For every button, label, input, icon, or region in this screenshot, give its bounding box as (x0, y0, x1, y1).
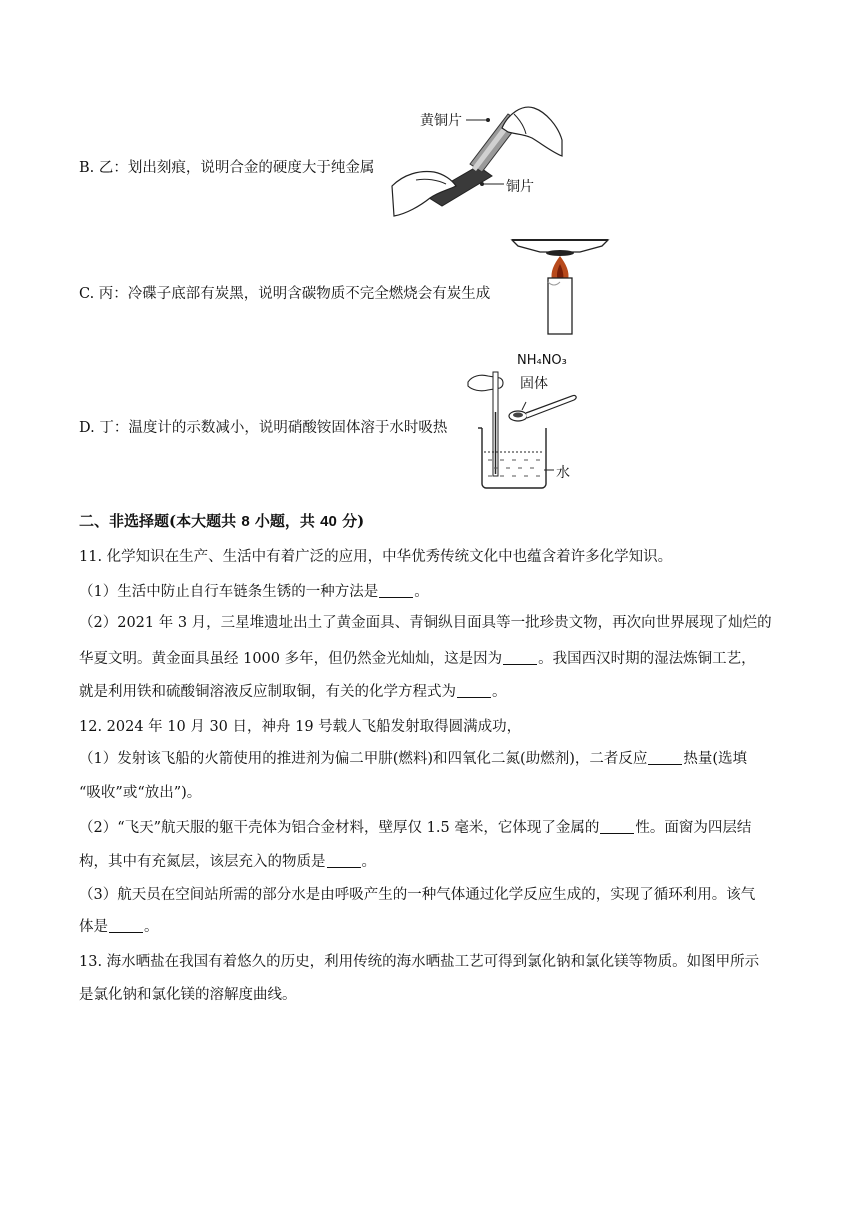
answer-blank[interactable] (109, 918, 143, 933)
cold-dish-candle-figure (510, 234, 610, 336)
q11-part2-line3: 就是利用铁和硫酸铜溶液反应制取铜，有关的化学方程式为 。 (79, 684, 507, 700)
section-heading: 二、非选择题(本大题共 8 小题，共 40 分) (79, 512, 365, 530)
q13-line1: 13. 海水晒盐在我国有着悠久的历史，利用传统的海水晒盐工艺可得到氯化钠和氯化镁等物质。如图甲所示 (79, 954, 760, 970)
answer-blank[interactable] (503, 650, 537, 665)
scratch-test-figure (386, 100, 566, 222)
label-brass: 黄铜片 (420, 113, 462, 129)
answer-blank[interactable] (600, 819, 634, 834)
q12-part2-line1: （2）“飞天”航天服的躯干壳体为铝合金材料，壁厚仅 1.5 毫米，它体现了金属的 性。面窗为四层结 (79, 820, 752, 836)
q12-part1-line2: “吸收”或“放出”)。 (79, 785, 202, 801)
label-water: 水 (556, 465, 570, 481)
q12-part3-line2: 体是 。 (79, 919, 159, 935)
q13-line2: 是氯化钠和氯化镁的溶解度曲线。 (79, 987, 297, 1003)
q11-part1: （1）生活中防止自行车链条生锈的一种方法是 。 (79, 584, 429, 600)
answer-blank[interactable] (457, 683, 491, 698)
label-solid: 固体 (520, 376, 548, 392)
formula-nh4no3: NH₄NO₃ (517, 353, 567, 368)
answer-blank[interactable] (648, 750, 682, 765)
q11-stem: 11. 化学知识在生产、生活中有着广泛的应用，中华优秀传统文化中也蕴含着许多化学知识。 (79, 549, 673, 565)
q12-part1-line1: （1）发射该飞船的火箭使用的推进剂为偏二甲肼(燃料)和四氧化二氮(助燃剂)，二者反应 热量(选填 (79, 751, 748, 767)
option-d: D. 丁：温度计的示数减小，说明硝酸铵固体溶于水时吸热 (79, 420, 448, 436)
label-copper: 铜片 (506, 179, 534, 195)
q11-part2-line2: 华夏文明。黄金面具虽经 1000 多年，但仍然金光灿灿，这是因为 。我国西汉时期的湿法炼铜工艺， (79, 651, 756, 667)
q12-part3-line1: （3）航天员在空间站所需的部分水是由呼吸产生的一种气体通过化学反应生成的，实现了循环利用。该气 (79, 887, 756, 903)
q11-part2-line1: （2）2021 年 3 月，三星堆遗址出土了黄金面具、青铜纵目面具等一批珍贵文物，再次向世界展现了灿烂的 (79, 615, 772, 631)
q12-part2-line2: 构，其中有充氮层，该层充入的物质是 。 (79, 854, 376, 870)
option-b: B. 乙：划出刻痕，说明合金的硬度大于纯金属 (79, 160, 375, 176)
answer-blank[interactable] (379, 583, 413, 598)
q12-stem: 12. 2024 年 10 月 30 日，神舟 19 号载人飞船发射取得圆满成功， (79, 719, 522, 735)
option-c: C. 丙：冷碟子底部有炭黑，说明含碳物质不完全燃烧会有炭生成 (79, 286, 491, 302)
answer-blank[interactable] (327, 853, 361, 868)
